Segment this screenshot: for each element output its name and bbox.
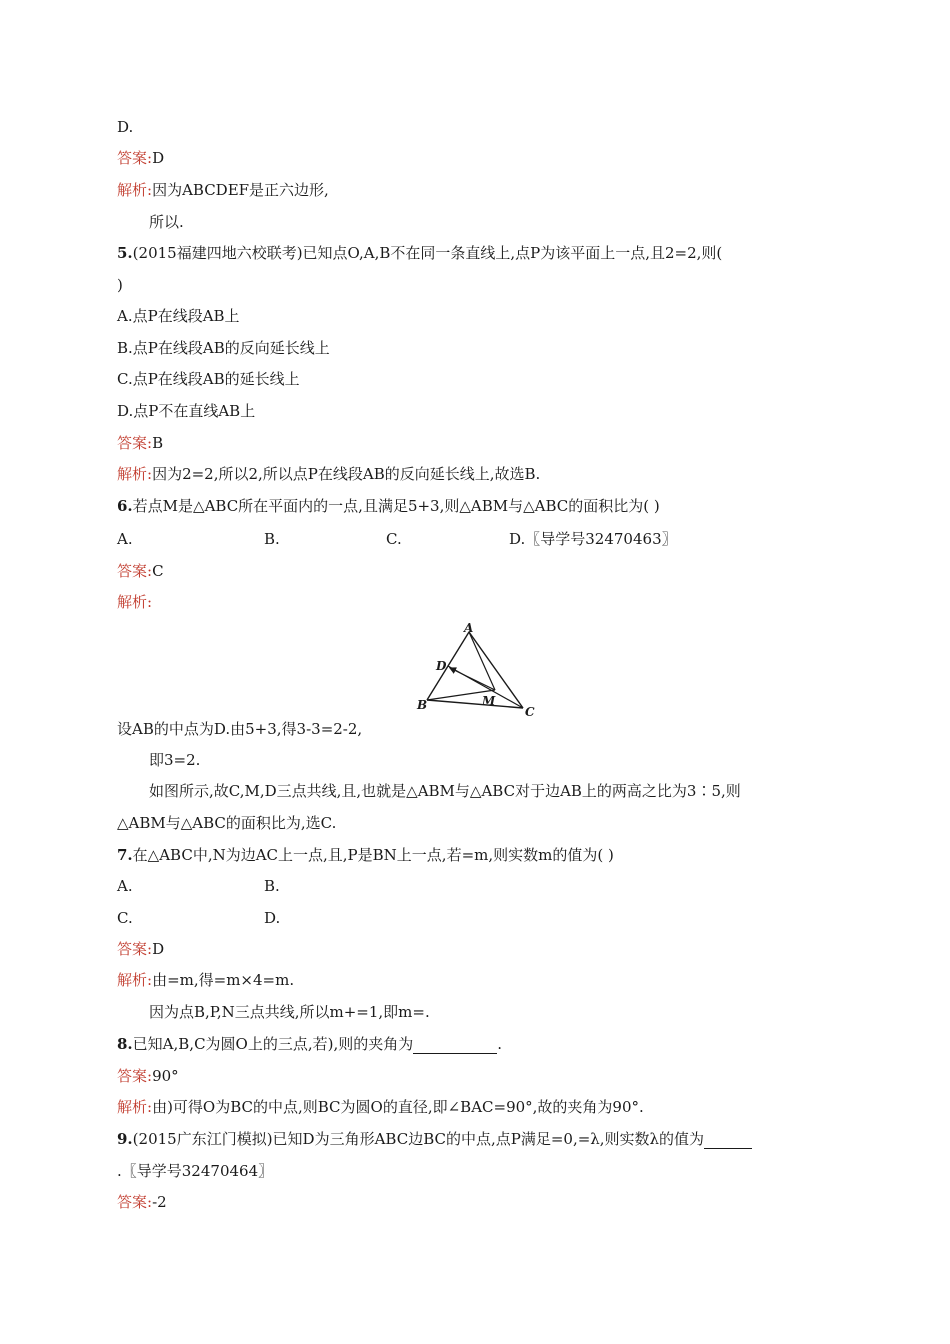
- segment-am: [469, 632, 495, 690]
- question-6: [117, 496, 660, 516]
- q6-exp-line-3: 如图所示,故C,M,D三点共线,且,也就是△ABM与△ABC对于边AB上的两高之比为3∶5,则: [149, 782, 741, 800]
- q5-option-d: D.点P不在直线AB上: [117, 402, 256, 420]
- q5-option-c: C.点P在线段AB的延长线上: [117, 370, 300, 388]
- q6-exp-line-1: 设AB的中点为D.由5+3,得3-3=2-2,: [117, 720, 363, 738]
- q5-option-a: A.点P在线段AB上: [117, 307, 240, 325]
- q6-option-a: A.: [117, 530, 133, 548]
- q6-explanation: [117, 592, 152, 612]
- triangle-figure: [415, 620, 540, 720]
- q5-option-b: B.点P在线段AB的反向延长线上: [117, 339, 330, 357]
- answer-value: D: [152, 149, 165, 167]
- label-m: M: [482, 694, 496, 708]
- question-7: [117, 845, 614, 865]
- question-text: 在△ABC中,N为边AC上一点,且,P是BN上一点,若=m,则实数m的值为( ): [132, 846, 614, 864]
- question-9-continued: .〖导学号32470464〗: [117, 1162, 274, 1180]
- question-text: (2015福建四地六校联考)已知点O,A,B不在同一条直线上,点P为该平面上一点,且2=2,则(: [132, 244, 723, 262]
- q7-option-a: A.: [117, 877, 133, 895]
- explanation-label: 解析:: [117, 593, 153, 611]
- answer-label: 答案:: [117, 562, 153, 580]
- explanation-label: 解析:: [117, 971, 153, 989]
- answer-value: -2: [152, 1193, 167, 1211]
- question-text: 已知A,B,C为圆O上的三点,若),则的夹角为: [132, 1035, 414, 1053]
- vector-md: [450, 668, 495, 690]
- question-number: 5.: [117, 244, 133, 262]
- q7-option-c: C.: [117, 909, 133, 927]
- explanation-text: 因为2=2,所以2,所以点P在线段AB的反向延长线上,故选B.: [152, 465, 541, 483]
- q6-answer: [117, 561, 164, 581]
- answer-value: 90°: [152, 1067, 179, 1085]
- explanation-continued: 所以.: [149, 213, 184, 231]
- explanation-text: 因为ABCDEF是正六边形,: [152, 181, 329, 199]
- question-number: 7.: [117, 846, 133, 864]
- q5-answer: [117, 433, 163, 453]
- explanation-label: 解析:: [117, 1098, 153, 1116]
- q7-exp-line-2: 因为点B,P,N三点共线,所以m+=1,即m=.: [149, 1003, 430, 1021]
- question-number: 8.: [117, 1035, 133, 1053]
- q5-explanation: [117, 464, 540, 484]
- label-c: C: [525, 705, 535, 719]
- answer-blank: [413, 1037, 497, 1054]
- answer-label: 答案:: [117, 1067, 153, 1085]
- question-number: 6.: [117, 497, 133, 515]
- answer-label: 答案:: [117, 1193, 153, 1211]
- side-ac: [469, 632, 523, 708]
- explanation-line: [117, 180, 329, 200]
- q7-option-d: D.: [264, 909, 281, 927]
- answer-label: 答案:: [117, 434, 153, 452]
- label-a: A: [464, 621, 474, 635]
- question-text: 若点M是△ABC所在平面内的一点,且满足5+3,则△ABM与△ABC的面积比为( ): [132, 497, 660, 515]
- answer-value: B: [152, 434, 164, 452]
- q6-option-d: D.〖导学号32470463〗: [509, 530, 677, 548]
- answer-blank: [704, 1132, 752, 1149]
- q6-option-b: B.: [264, 530, 280, 548]
- answer-value: D: [152, 940, 165, 958]
- answer-value: C: [152, 562, 164, 580]
- option-d: D.: [117, 118, 134, 136]
- label-d: D: [436, 659, 447, 673]
- answer-line: [117, 148, 164, 168]
- explanation-label: 解析:: [117, 181, 153, 199]
- question-5-close: ): [117, 276, 123, 294]
- question-text: (2015广东江门模拟)已知D为三角形ABC边BC的中点,点P满足=0,=λ,则实数λ的值为: [132, 1130, 705, 1148]
- question-number: 9.: [117, 1130, 133, 1148]
- q6-exp-line-4: △ABM与△ABC的面积比为,选C.: [117, 814, 337, 832]
- explanation-label: 解析:: [117, 465, 153, 483]
- q7-explanation: [117, 970, 294, 990]
- label-b: B: [417, 698, 428, 712]
- explanation-text: 由)可得O为BC的中点,则BC为圆O的直径,即∠BAC=90°,故的夹角为90°.: [152, 1098, 644, 1116]
- q8-explanation: [117, 1097, 644, 1117]
- q6-option-c: C.: [386, 530, 402, 548]
- question-5: [117, 243, 722, 263]
- q8-answer: [117, 1066, 179, 1086]
- q7-option-b: B.: [264, 877, 280, 895]
- explanation-text: 由=m,得=m×4=m.: [152, 971, 295, 989]
- q6-exp-line-2: 即3=2.: [149, 751, 201, 769]
- answer-label: 答案:: [117, 940, 153, 958]
- question-9: [117, 1129, 752, 1149]
- q7-answer: [117, 939, 164, 959]
- q9-answer: [117, 1192, 167, 1212]
- question-8: [117, 1034, 502, 1054]
- answer-label: 答案:: [117, 149, 153, 167]
- side-bc: [427, 700, 523, 708]
- question-end: .: [497, 1035, 503, 1053]
